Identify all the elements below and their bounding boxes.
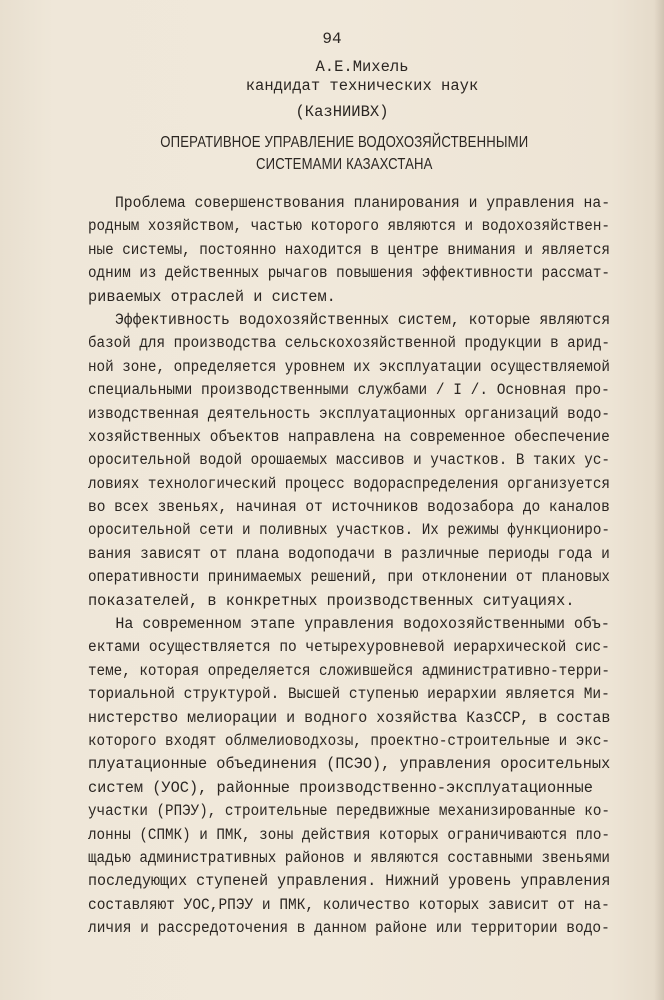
text-line: участки (РПЭУ), строительные передвижные механизированные ко- [88,802,610,821]
text-line: хозяйственных объектов направлена на современное обеспечение [88,427,610,446]
author-block [0,58,664,122]
title-line-2: СИСТЕМАМИ КАЗАХСТАНА [256,156,433,173]
text-line: базой для производства сельскохозяйственной продукции в арид- [88,334,610,353]
text-line: теме, которая определяется сложившейся административно-терри- [88,661,610,680]
text-line: личия и рассредоточения в данном районе или территории водо- [88,919,610,938]
title-line-1: ОПЕРАТИВНОЕ УПРАВЛЕНИЕ ВОДОХОЗЯЙСТВЕННЫМИ [160,134,529,151]
author-degree: кандидат технических наук [245,77,479,95]
text-line: одним из действенных рычагов повышения эффективности рассмат- [88,264,610,283]
text-line: щадью административных районов и являются составными звеньями [88,848,610,867]
author-name: А.Е.Михель [315,58,409,76]
text-line: Проблема совершенствования планирования и управления на- [114,194,611,212]
text-line: оперативности принимаемых решений, при отклонении от плановых [88,568,610,587]
author-affiliation: (КазНИИВХ) [295,103,389,121]
text-line: специальными производственными службами / I /. Основная про- [88,381,610,400]
text-line: вания зависят от плана водоподачи в различные периоды года и [88,544,610,563]
text-line: ектами осуществляется по четырехуровневой иерархической сис- [88,638,610,657]
text-line: плуатационные объединения (ПСЭО), управления оросительных [88,755,611,774]
text-line: нистерство мелиорации и водного хозяйства КазССР, в состав [88,708,611,727]
text-line: оросительной сети и поливных участков. Их режимы функциониро- [88,521,610,540]
text-line: показателей, в конкретных производственных ситуациях. [88,591,575,610]
text-line: ловиях технологический процесс водораспределения организуется [88,474,610,493]
page-number: 94 [322,30,342,48]
text-line: ториальной структурой. Высшей ступенью иерархии является Ми- [88,685,610,704]
text-line: систем (УОС), районные производственно-эксплуатационные [88,778,593,797]
text-line: последующих ступеней управления. Нижний уровень управления [88,872,611,891]
text-line: которого входят облмелиоводхозы, проектно-строительные и экс- [88,731,610,750]
text-line: ной зоне, определяется уровнем их эксплуатации осуществляемой [88,357,610,376]
text-line: оросительной водой орошаемых массивов и участков. В таких ус- [88,451,610,470]
text-line: родным хозяйством, частью которого являются и водохозяйствен- [88,217,610,236]
text-line: Эффективность водохозяйственных систем, которые являются [114,310,611,329]
text-line: во всех звеньях, начиная от источников водозабора до каналов [88,498,610,517]
article-body [88,192,610,941]
text-line: лонны (СПМК) и ПМК, зоны действия которых ограничиваются пло- [88,825,610,844]
text-line: изводственная деятельность эксплуатационных организаций водо- [88,404,610,423]
article-title [60,132,604,176]
page-edge-shadow [654,0,664,1000]
text-line: составляют УОС,РПЭУ и ПМК, количество которых зависит от на- [88,895,610,914]
text-line: На современном этапе управления водохозяйственными объ- [115,615,610,634]
text-line: ные системы, постоянно находится в центре внимания и является [88,240,610,259]
text-line: риваемых отраслей и систем. [88,287,336,306]
